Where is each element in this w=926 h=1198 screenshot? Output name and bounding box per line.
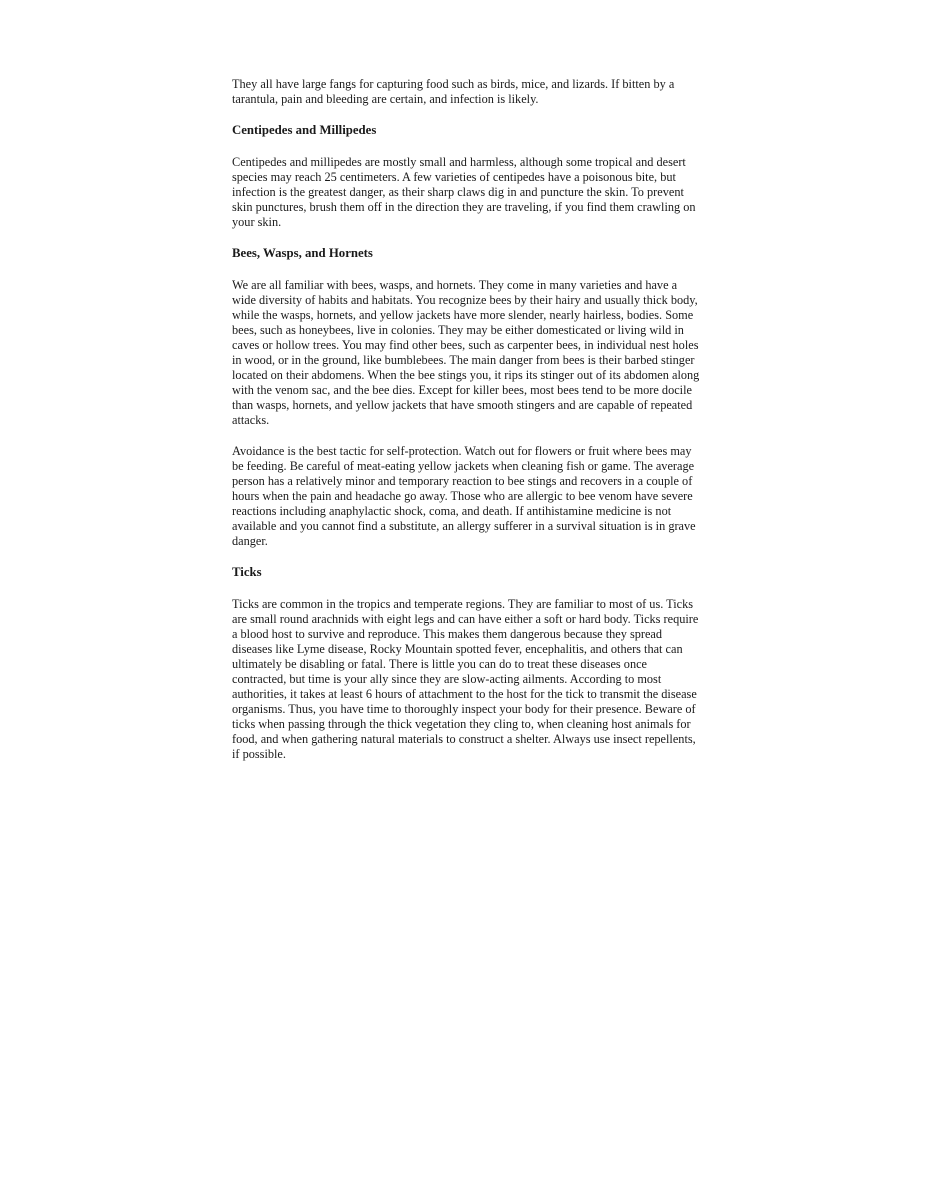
section-heading-bees: Bees, Wasps, and Hornets: [232, 246, 373, 260]
section-heading-centipedes: Centipedes and Millipedes: [232, 123, 377, 137]
bees-paragraph-1: We are all familiar with bees, wasps, and hornets. They come in many varieties and have a wide diversity of habits and habitats. You recognize bees by their hairy and usually thick body, while the wasps, hornets, and yellow jackets have more slender, nearly hairless, bodies. Some bees, such as honeybees, live in colonies. They may be either domesticated or living wild in caves or hollow trees. You may find other bees, such as carpenter bees, in individual nest holes in wood, or in the ground, like bumblebees. The main danger from bees is their barbed stinger located on their abdomens. When the bee stings you, it rips its stinger out of its abdomen along with the venom sac, and the bee dies. Except for killer bees, most bees tend to be more docile than wasps, hornets, and yellow jackets that have smooth stingers and are capable of repeated attacks.: [232, 278, 700, 427]
intro-paragraph: They all have large fangs for capturing food such as birds, mice, and lizards. If bitten by a tarantula, pain and bleeding are certain, and infection is likely.: [232, 77, 675, 106]
section-heading-ticks: Ticks: [232, 565, 262, 579]
centipedes-paragraph: Centipedes and millipedes are mostly small and harmless, although some tropical and desert species may reach 25 centimeters. A few varieties of centipedes have a poisonous bite, but infection is the greatest danger, as their sharp claws dig in and puncture the skin. To prevent skin punctures, brush them off in the direction they are traveling, if you find them crawling on your skin.: [232, 155, 696, 229]
bees-paragraph-2: Avoidance is the best tactic for self-protection. Watch out for flowers or fruit where bees may be feeding. Be careful of meat-eating yellow jackets when cleaning fish or game. The average person has a relatively minor and temporary reaction to bee stings and recovers in a couple of hours when the pain and headache go away. Those who are allergic to bee venom have severe reactions including anaphylactic shock, coma, and death. If antihistamine medicine is not available and you cannot find a substitute, an allergy sufferer in a survival situation is in grave danger.: [232, 444, 696, 548]
document-body: [232, 77, 700, 762]
ticks-paragraph: Ticks are common in the tropics and temperate regions. They are familiar to most of us. Ticks are small round arachnids with eight legs and can have either a soft or hard body. Ticks require a blood host to survive and reproduce. This makes them dangerous because they spread diseases like Lyme disease, Rocky Mountain spotted fever, encephalitis, and others that can ultimately be disabling or fatal. There is little you can do to treat these diseases once contracted, but time is your ally since they are slow-acting ailments. According to most authorities, it takes at least 6 hours of attachment to the host for the tick to transmit the disease organisms. Thus, you have time to thoroughly inspect your body for their presence. Beware of ticks when passing through the thick vegetation they cling to, when cleaning host animals for food, and when gathering natural materials to construct a shelter. Always use insect repellents, if possible.: [232, 597, 699, 761]
